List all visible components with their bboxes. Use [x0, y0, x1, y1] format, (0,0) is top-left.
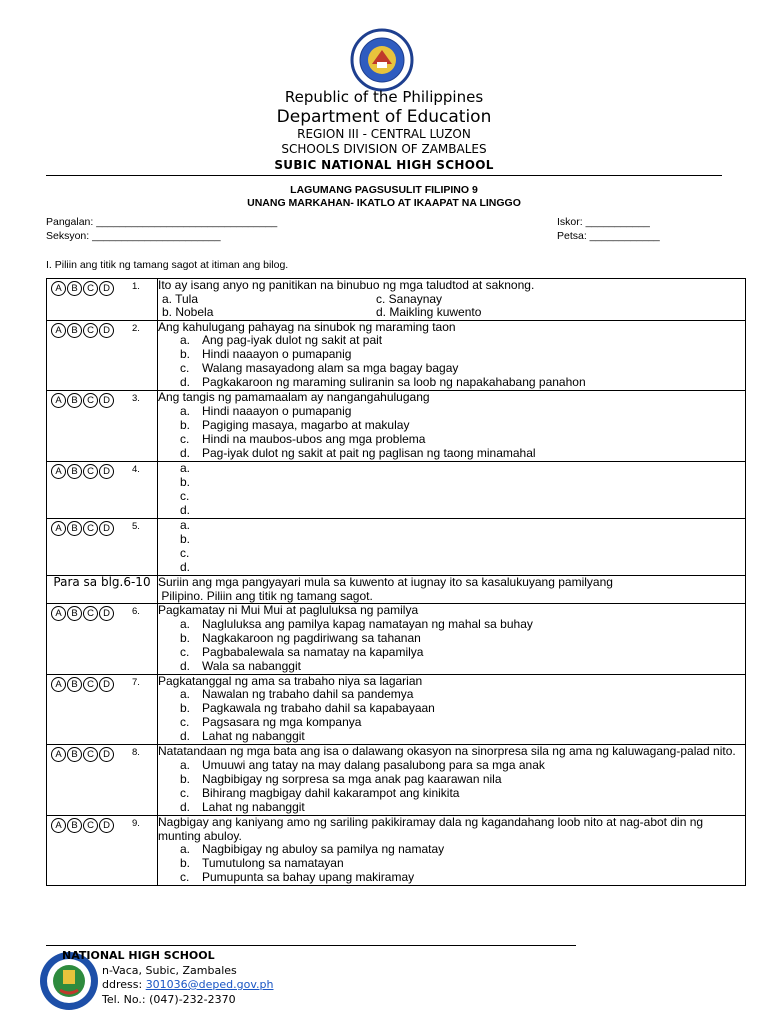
choice-letter: d. — [180, 559, 191, 574]
choice-letter: c. — [180, 545, 190, 560]
choice-item: d. Maikling kuwento — [376, 305, 482, 320]
question-number: 1. — [132, 281, 140, 292]
choice-letter: a. — [180, 403, 191, 418]
answer-bubble-b[interactable]: B — [67, 464, 82, 479]
answer-bubble-b[interactable]: B — [67, 323, 82, 338]
choice-letter: d. — [180, 375, 191, 390]
choice-letter: a. — [180, 517, 191, 532]
choice-text: Lahat ng nabanggit — [202, 729, 305, 744]
question-cell — [158, 320, 746, 391]
table-row — [47, 391, 746, 462]
choice-item — [158, 716, 745, 730]
answer-bubble-c[interactable]: C — [83, 464, 98, 479]
footer-email-link[interactable]: 301036@deped.gov.ph — [145, 978, 274, 991]
choice-text: Ang pag-iyak dulot ng sakit at pait — [202, 333, 383, 348]
score-field[interactable]: Iskor: ___________ — [557, 216, 650, 228]
note-label: Para sa blg.6-10 — [47, 575, 158, 603]
answer-bubble-c[interactable]: C — [83, 677, 98, 692]
choice-text: Hindi na maubos-ubos ang mga problema — [202, 431, 426, 446]
choice-text: Hindi naaayon o pumapanig — [202, 347, 352, 362]
answer-bubble-a[interactable]: A — [51, 521, 66, 536]
answer-cell — [47, 604, 158, 675]
answer-cell — [47, 815, 158, 885]
answer-cell — [47, 674, 158, 745]
choice-item: b. Nobela — [162, 305, 214, 320]
question-number: 4. — [132, 463, 140, 475]
footer-divider — [46, 945, 576, 946]
choice-letter: b. — [180, 417, 191, 432]
choice-item — [158, 533, 745, 547]
choice-text: Pagiging masaya, magarbo at makulay — [202, 417, 410, 432]
choice-item: a. Tula — [162, 291, 199, 306]
answer-bubble-c[interactable]: C — [83, 323, 98, 338]
table-row — [47, 320, 746, 391]
question-number: 5. — [132, 520, 140, 532]
answer-bubble-a[interactable]: A — [51, 818, 66, 833]
instruction-text: I. Piliin ang titik ng tamang sagot at itiman ang bilog. — [46, 259, 289, 271]
question-text: Ang tangis ng pamamaalam ay nangangahulugang — [158, 390, 430, 405]
choice-item — [158, 618, 745, 632]
choice-letter: b. — [180, 630, 191, 645]
answer-bubble-a[interactable]: A — [51, 606, 66, 621]
answer-bubbles — [51, 393, 115, 408]
choice-item — [158, 519, 745, 533]
name-field[interactable]: Pangalan: _______________________________ — [46, 216, 278, 228]
choice-item — [158, 632, 745, 646]
choice-item — [158, 702, 745, 716]
choice-text: Pag-iyak dulot ng sakit at pait ng paglisan ng taong minamahal — [202, 445, 536, 460]
footer-email-row — [102, 978, 273, 991]
choice-item — [158, 504, 745, 518]
answer-cell — [47, 279, 158, 321]
choice-text: Nagbibigay ng abuloy sa pamilya ng namatay — [202, 842, 445, 857]
choice-item — [158, 660, 745, 674]
choice-item — [158, 334, 745, 348]
question-cell — [158, 815, 746, 885]
choice-pair — [158, 306, 745, 320]
answer-bubble-b[interactable]: B — [67, 606, 82, 621]
choice-text: Pagkawala ng trabaho dahil sa kapabayaan — [202, 701, 435, 716]
choice-letter: a. — [180, 757, 191, 772]
choice-letter: a. — [180, 616, 191, 631]
choice-item — [158, 871, 745, 885]
choice-letter: c. — [180, 785, 190, 800]
exam-subtitle: UNANG MARKAHAN- IKATLO AT IKAAPAT NA LINGGO — [247, 197, 521, 209]
choice-letter: c. — [180, 715, 190, 730]
question-text: Nagbigay ang kaniyang amo ng sariling pakikiramay dala ng kagandahang loob nito at nag-abot din ng munting abuloy. — [158, 814, 704, 843]
choice-item — [158, 787, 745, 801]
answer-bubble-b[interactable]: B — [67, 818, 82, 833]
choice-text: Bihirang magbigay dahil kakarampot ang kinikita — [202, 785, 460, 800]
footer-email-label: ddress: — [102, 978, 146, 991]
answer-cell — [47, 745, 158, 816]
footer-address: n-Vaca, Subic, Zambales — [102, 964, 237, 977]
question-cell — [158, 461, 746, 518]
choice-letter: c. — [180, 488, 190, 503]
answer-bubble-d[interactable]: D — [99, 464, 114, 479]
choice-item — [158, 419, 745, 433]
answer-bubble-a[interactable]: A — [51, 393, 66, 408]
table-row — [47, 575, 746, 603]
answer-bubble-a[interactable]: A — [51, 677, 66, 692]
choice-text: Pagkakaroon ng maraming suliranin sa loob ng napakahabang panahon — [202, 375, 586, 390]
answer-bubble-a[interactable]: A — [51, 747, 66, 762]
answer-bubble-d[interactable]: D — [99, 747, 114, 762]
answer-bubbles — [51, 464, 115, 479]
answer-bubble-d[interactable]: D — [99, 393, 114, 408]
choice-item — [158, 801, 745, 815]
choice-text: Pagbabalewala sa namatay na kapamilya — [202, 644, 424, 659]
answer-cell — [47, 461, 158, 518]
question-cell — [158, 518, 746, 575]
answer-bubble-c[interactable]: C — [83, 747, 98, 762]
choice-text: Nagluluksa ang pamilya kapag namatayan ng mahal sa buhay — [202, 616, 533, 631]
choice-text: Wala sa nabanggit — [202, 658, 301, 673]
choice-text: Pagsasara ng mga kompanya — [202, 715, 362, 730]
answer-cell — [47, 320, 158, 391]
answer-bubbles — [51, 606, 115, 621]
table-row — [47, 461, 746, 518]
answer-bubble-d[interactable]: D — [99, 281, 114, 296]
choice-letter: c. — [180, 431, 190, 446]
choice-item: c. Sanaynay — [376, 291, 443, 306]
choice-letter: d. — [180, 502, 191, 517]
answer-cell — [47, 391, 158, 462]
choice-text: Lahat ng nabanggit — [202, 799, 305, 814]
division-label: SCHOOLS DIVISION OF ZAMBALES — [281, 142, 487, 156]
choice-item — [158, 490, 745, 504]
choice-text: Nagbibigay ng sorpresa sa mga anak pag kaarawan nila — [202, 771, 502, 786]
answer-bubble-a[interactable]: A — [51, 464, 66, 479]
note-cell — [158, 575, 746, 603]
question-text: Ang kahulugang pahayag na sinubok ng maraming taon — [158, 319, 456, 334]
choice-item — [158, 688, 745, 702]
choice-text: Walang masayadong alam sa mga bagay bagay — [202, 361, 459, 376]
choice-item — [158, 476, 745, 490]
choice-text: Tumutulong sa namatayan — [202, 856, 344, 871]
answer-bubble-d[interactable]: D — [99, 323, 114, 338]
answer-bubble-b[interactable]: B — [67, 393, 82, 408]
republic-label: Republic of the Philippines — [284, 88, 484, 106]
choice-item — [158, 433, 745, 447]
answer-bubble-c[interactable]: C — [83, 393, 98, 408]
choice-letter: b. — [180, 701, 191, 716]
answer-bubble-d[interactable]: D — [99, 521, 114, 536]
choice-letter: d. — [180, 445, 191, 460]
answer-bubble-b[interactable]: B — [67, 677, 82, 692]
choice-letter: c. — [180, 644, 190, 659]
choice-letter: a. — [180, 460, 191, 475]
answer-bubble-d[interactable]: D — [99, 606, 114, 621]
choice-letter: b. — [180, 531, 191, 546]
answer-bubble-c[interactable]: C — [83, 281, 98, 296]
choice-item — [158, 376, 745, 390]
school-label: SUBIC NATIONAL HIGH SCHOOL — [274, 158, 494, 172]
question-text: Natatandaan ng mga bata ang isa o dalawang okasyon na sinorpresa sila ng ama ng kaluwagang-palad nito. — [158, 744, 736, 759]
region-label: REGION III - CENTRAL LUZON — [297, 127, 471, 141]
footer-school: NATIONAL HIGH SCHOOL — [62, 949, 215, 962]
choice-letter: c. — [180, 361, 190, 376]
note-text-2: Pilipino. Piliin ang titik ng tamang sagot. — [158, 588, 373, 603]
question-number: 6. — [132, 606, 140, 618]
table-row — [47, 745, 746, 816]
question-cell — [158, 674, 746, 745]
choice-letter: d. — [180, 729, 191, 744]
choice-item — [158, 843, 745, 857]
choice-letter: a. — [180, 842, 191, 857]
choice-item — [158, 561, 745, 575]
choice-letter: b. — [180, 347, 191, 362]
answer-bubbles — [51, 677, 115, 692]
deped-seal-icon — [350, 28, 414, 92]
choice-letter: b. — [180, 856, 191, 871]
choice-item — [158, 405, 745, 419]
choice-item — [158, 547, 745, 561]
choice-letter: a. — [180, 687, 191, 702]
question-text: Pagkamatay ni Mui Mui at pagluluksa ng pamilya — [158, 603, 419, 618]
note-text: Suriin ang mga pangyayari mula sa kuwento at iugnay ito sa kasalukuyang pamilyang — [158, 574, 613, 589]
question-cell — [158, 279, 746, 321]
answer-bubble-b[interactable]: B — [67, 521, 82, 536]
table-row — [47, 518, 746, 575]
department-label: Department of Education — [276, 107, 492, 127]
choice-pair — [158, 293, 745, 307]
choice-text: Nawalan ng trabaho dahil sa pandemya — [202, 687, 414, 702]
choice-text: Nagkakaroon ng pagdiriwang sa tahanan — [202, 630, 421, 645]
table-row — [47, 674, 746, 745]
choice-letter: b. — [180, 771, 191, 786]
question-cell — [158, 391, 746, 462]
answer-bubble-b[interactable]: B — [67, 281, 82, 296]
question-text: Pagkatanggal ng ama sa trabaho niya sa lagarian — [158, 673, 423, 688]
answer-cell — [47, 518, 158, 575]
answer-bubble-b[interactable]: B — [67, 747, 82, 762]
section-field[interactable]: Seksyon: ______________________ — [46, 230, 221, 242]
question-cell — [158, 745, 746, 816]
choice-text: Umuuwi ang tatay na may dalang pasalubong para sa mga anak — [202, 757, 545, 772]
choice-letter: a. — [180, 333, 191, 348]
answer-bubbles — [51, 323, 115, 338]
answer-bubble-c[interactable]: C — [83, 521, 98, 536]
exam-title: LAGUMANG PAGSUSULIT FILIPINO 9 — [290, 184, 478, 196]
question-number: 2. — [132, 322, 140, 334]
question-table — [46, 278, 746, 886]
table-row — [47, 815, 746, 885]
question-text: Ito ay isang anyo ng panitikan na binubuo ng mga taludtod at saknong. — [158, 278, 535, 292]
header-divider — [46, 175, 722, 176]
answer-bubbles — [51, 747, 115, 762]
choice-letter: d. — [180, 658, 191, 673]
choice-letter: c. — [180, 870, 190, 885]
choice-item — [158, 462, 745, 476]
answer-bubbles — [51, 818, 115, 833]
answer-bubble-d[interactable]: D — [99, 818, 114, 833]
choice-item — [158, 857, 745, 871]
answer-bubbles — [51, 521, 115, 536]
date-field[interactable]: Petsa: ____________ — [557, 230, 660, 242]
answer-bubble-d[interactable]: D — [99, 677, 114, 692]
choice-letter: d. — [180, 799, 191, 814]
choice-item — [158, 773, 745, 787]
answer-bubble-a[interactable]: A — [51, 281, 66, 296]
answer-bubbles — [51, 281, 115, 296]
choice-text: Pumupunta sa bahay upang makiramay — [202, 870, 415, 885]
choice-item — [158, 759, 745, 773]
choice-item — [158, 646, 745, 660]
question-number: 8. — [132, 747, 140, 759]
question-number: 7. — [132, 676, 140, 688]
choice-letter: b. — [180, 474, 191, 489]
answer-bubble-c[interactable]: C — [83, 606, 98, 621]
choice-item — [158, 447, 745, 461]
choice-item — [158, 730, 745, 744]
choice-text: Hindi naaayon o pumapanig — [202, 403, 352, 418]
answer-bubble-a[interactable]: A — [51, 323, 66, 338]
footer-tel: Tel. No.: (047)-232-2370 — [102, 993, 236, 1006]
question-cell — [158, 604, 746, 675]
answer-bubble-c[interactable]: C — [83, 818, 98, 833]
question-number: 9. — [132, 817, 140, 829]
choice-item — [158, 362, 745, 376]
table-row — [47, 279, 746, 321]
choice-item — [158, 348, 745, 362]
table-row — [47, 604, 746, 675]
question-number: 3. — [132, 393, 140, 405]
